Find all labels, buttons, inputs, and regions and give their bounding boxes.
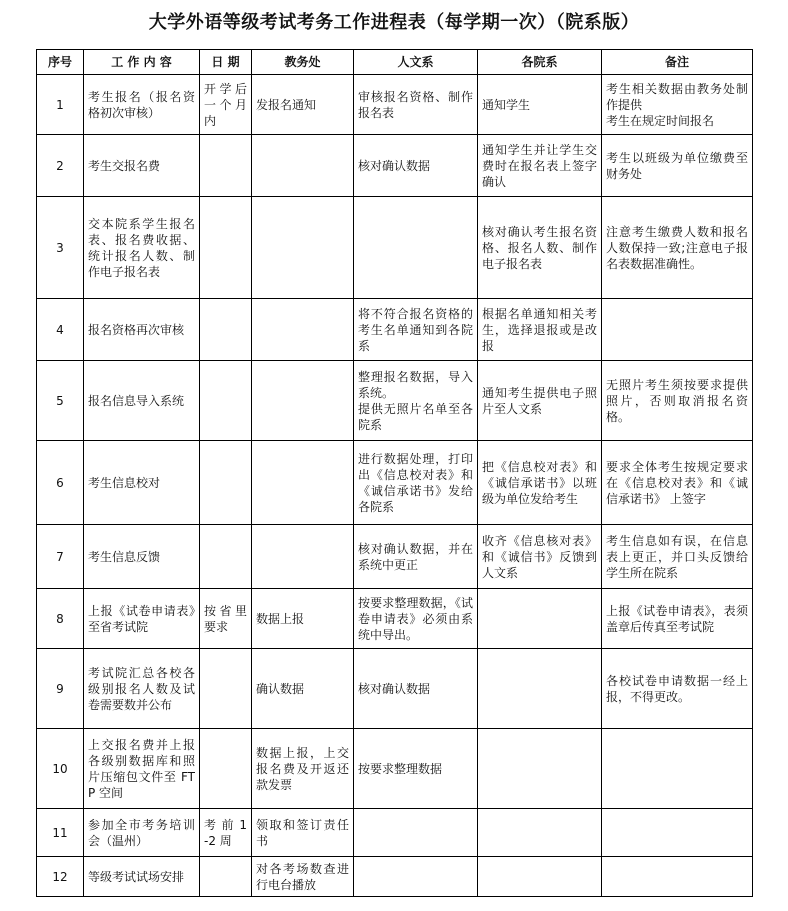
cell-notes: 考生信息如有误，在信息表上更正，并口头反馈给学生所在院系 — [602, 525, 753, 589]
cell-humanities-dept: 审核报名资格、制作报名表 — [354, 75, 478, 135]
cell-notes: 上报《试卷申请表》，表须盖章后传真至考试院 — [602, 589, 753, 649]
cell-no: 4 — [37, 299, 84, 361]
cell-date — [200, 525, 252, 589]
table-row — [37, 729, 753, 809]
cell-date — [200, 361, 252, 441]
table-row — [37, 197, 753, 299]
cell-date — [200, 729, 252, 809]
cell-notes: 注意考生缴费人数和报名人数保持一致;注意电子报名表数据准确性。 — [602, 197, 753, 299]
cell-humanities-dept: 核对确认数据 — [354, 135, 478, 197]
cell-no: 2 — [37, 135, 84, 197]
table-row — [37, 299, 753, 361]
cell-academic-affairs: 数据上报 — [252, 589, 354, 649]
table-row — [37, 589, 753, 649]
cell-date: 开学后一个月内 — [200, 75, 252, 135]
table-row — [37, 441, 753, 525]
cell-departments — [478, 857, 602, 897]
cell-humanities-dept: 整理报名数据，导入系统。 提供无照片名单至各院系 — [354, 361, 478, 441]
cell-content: 等级考试试场安排 — [84, 857, 200, 897]
cell-no: 11 — [37, 809, 84, 857]
table-row — [37, 649, 753, 729]
cell-academic-affairs — [252, 197, 354, 299]
cell-content: 报名信息导入系统 — [84, 361, 200, 441]
cell-humanities-dept: 将不符合报名资格的考生名单通知到各院系 — [354, 299, 478, 361]
header-no: 序号 — [37, 50, 84, 75]
cell-no: 8 — [37, 589, 84, 649]
cell-academic-affairs: 数据上报，上交报名费及开返还款发票 — [252, 729, 354, 809]
schedule-table — [36, 49, 753, 897]
cell-departments — [478, 729, 602, 809]
cell-humanities-dept — [354, 197, 478, 299]
cell-departments: 根据名单通知相关考生，选择退报或是改报 — [478, 299, 602, 361]
cell-academic-affairs — [252, 441, 354, 525]
cell-date — [200, 135, 252, 197]
table-row — [37, 135, 753, 197]
cell-academic-affairs: 确认数据 — [252, 649, 354, 729]
cell-notes — [602, 729, 753, 809]
cell-academic-affairs: 对各考场数查进行电台播放 — [252, 857, 354, 897]
cell-content: 上交报名费并上报各级别数据库和照片压缩包文件至 FTP 空间 — [84, 729, 200, 809]
cell-no: 3 — [37, 197, 84, 299]
cell-content: 考试院汇总各校各级别报名人数及试卷需要数并公布 — [84, 649, 200, 729]
cell-notes: 各校试卷申请数据一经上报，不得更改。 — [602, 649, 753, 729]
cell-no: 12 — [37, 857, 84, 897]
cell-content: 报名资格再次审核 — [84, 299, 200, 361]
cell-no: 9 — [37, 649, 84, 729]
cell-academic-affairs — [252, 135, 354, 197]
header-departments: 各院系 — [478, 50, 602, 75]
cell-departments: 核对确认考生报名资格、报名人数、制作电子报名表 — [478, 197, 602, 299]
cell-humanities-dept: 进行数据处理，打印出《信息校对表》和《诚信承诺书》发给各院系 — [354, 441, 478, 525]
cell-content: 上报《试卷申请表》至省考试院 — [84, 589, 200, 649]
cell-no: 7 — [37, 525, 84, 589]
cell-departments: 通知考生提供电子照片至人文系 — [478, 361, 602, 441]
header-humanities-dept: 人文系 — [354, 50, 478, 75]
cell-content: 交本院系学生报名表、报名费收据、统计报名人数、制作电子报名表 — [84, 197, 200, 299]
cell-academic-affairs: 发报名通知 — [252, 75, 354, 135]
cell-academic-affairs — [252, 361, 354, 441]
cell-departments: 通知学生 — [478, 75, 602, 135]
cell-departments — [478, 809, 602, 857]
cell-date — [200, 299, 252, 361]
cell-no: 10 — [37, 729, 84, 809]
cell-content: 考生报名（报名资格初次审核） — [84, 75, 200, 135]
cell-no: 1 — [37, 75, 84, 135]
cell-departments: 把《信息校对表》和《诚信承诺书》以班级为单位发给考生 — [478, 441, 602, 525]
table-row — [37, 75, 753, 135]
header-row — [37, 50, 753, 75]
cell-notes: 考生以班级为单位缴费至财务处 — [602, 135, 753, 197]
cell-notes: 要求全体考生按规定要求在《信息校对表》和《诚信承诺书》 上签字 — [602, 441, 753, 525]
cell-academic-affairs: 领取和签订责任书 — [252, 809, 354, 857]
cell-content: 考生信息校对 — [84, 441, 200, 525]
cell-notes — [602, 809, 753, 857]
cell-humanities-dept: 核对确认数据，并在系统中更正 — [354, 525, 478, 589]
cell-date — [200, 441, 252, 525]
cell-notes — [602, 857, 753, 897]
cell-date — [200, 649, 252, 729]
cell-date: 按省里要求 — [200, 589, 252, 649]
cell-no: 5 — [37, 361, 84, 441]
table-row — [37, 857, 753, 897]
cell-departments — [478, 589, 602, 649]
table-row — [37, 809, 753, 857]
cell-date: 考 前 1-2 周 — [200, 809, 252, 857]
table-row — [37, 525, 753, 589]
table-body — [37, 75, 753, 897]
cell-departments: 收齐《信息核对表》和《诚信书》反馈到人文系 — [478, 525, 602, 589]
document-title: 大学外语等级考试考务工作进程表（每学期一次）（院系版） — [148, 12, 640, 33]
cell-humanities-dept — [354, 857, 478, 897]
cell-humanities-dept — [354, 809, 478, 857]
cell-humanities-dept: 按要求整理数据，《试卷申请表》必须由系统中导出。 — [354, 589, 478, 649]
cell-no: 6 — [37, 441, 84, 525]
header-notes: 备注 — [602, 50, 753, 75]
cell-date — [200, 197, 252, 299]
cell-academic-affairs — [252, 299, 354, 361]
cell-academic-affairs — [252, 525, 354, 589]
cell-notes — [602, 299, 753, 361]
table-row — [37, 361, 753, 441]
cell-notes: 考生相关数据由教务处制作提供 考生在规定时间报名 — [602, 75, 753, 135]
cell-content: 考生信息反馈 — [84, 525, 200, 589]
cell-content: 考生交报名费 — [84, 135, 200, 197]
header-content: 工 作 内 容 — [84, 50, 200, 75]
header-date: 日 期 — [200, 50, 252, 75]
cell-content: 参加全市考务培训会（温州） — [84, 809, 200, 857]
cell-humanities-dept: 核对确认数据 — [354, 649, 478, 729]
cell-humanities-dept: 按要求整理数据 — [354, 729, 478, 809]
cell-date — [200, 857, 252, 897]
cell-departments — [478, 649, 602, 729]
cell-notes: 无照片考生须按要求提供照片，否则取消报名资格。 — [602, 361, 753, 441]
cell-departments: 通知学生并让学生交费时在报名表上签字确认 — [478, 135, 602, 197]
header-academic-affairs: 教务处 — [252, 50, 354, 75]
